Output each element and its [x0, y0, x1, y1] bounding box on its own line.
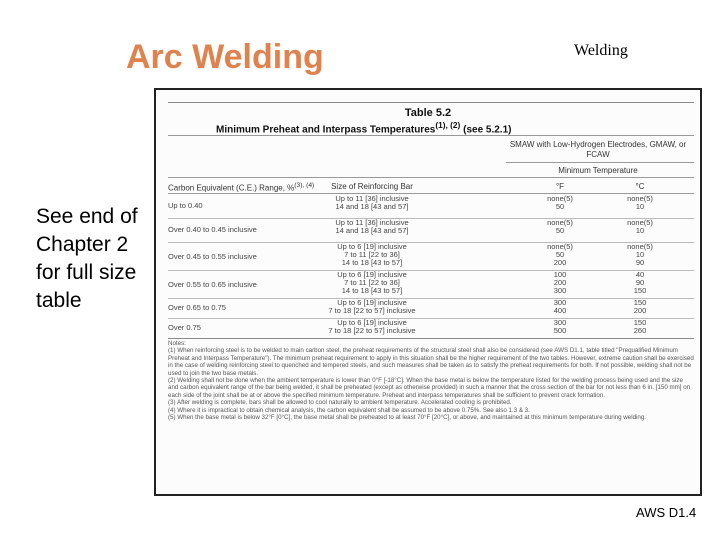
ce-range: Over 0.65 to 0.75	[168, 303, 226, 312]
temp-value: 100	[553, 270, 567, 279]
bar-size: 7 to 18 [22 to 57] inclusive	[328, 326, 416, 335]
temp-c	[610, 319, 670, 335]
temp-value: 10	[635, 226, 645, 235]
bar-size: 14 to 18 [43 to 57]	[341, 258, 403, 267]
bar-size: Up to 6 [19] inclusive	[337, 318, 407, 327]
temp-c	[610, 195, 670, 211]
process-header: SMAW with Low-Hydrogen Electrodes, GMAW, or FCAW	[509, 140, 687, 159]
bar-sizes	[302, 243, 442, 267]
temp-value: 50	[555, 202, 565, 211]
table-row	[168, 270, 694, 299]
temp-value: 300	[553, 318, 567, 327]
notes-title: Notes:	[168, 340, 186, 347]
ce-range: Over 0.55 to 0.65 inclusive	[168, 280, 257, 289]
ce-range: Over 0.45 to 0.55 inclusive	[168, 252, 257, 261]
bar-sizes	[302, 195, 442, 211]
table-notes	[168, 340, 694, 421]
temp-value: none(5)	[627, 242, 653, 251]
side-note: See end of Chapter 2 for full size table	[36, 205, 138, 312]
bar-size: 14 and 18 [43 and 57]	[335, 202, 409, 211]
temp-value: none(5)	[547, 242, 573, 251]
temp-value: 260	[633, 326, 647, 335]
slide-title: Arc Welding	[126, 38, 324, 76]
temp-value: 10	[635, 202, 645, 211]
note-item: (1) When reinforcing steel is to be welded to main carbon steel, the preheat requirements of the structural steel shall also be considered (see AWS D1.1, table titled "Prequalified Minimum Preheat and Interpass Temperature"). The minimum preheat requirement to apply in this situation shall be the higher requirement of the two tables. However, extreme caution shall be exercised in the case of welding reinforcing steel to quenched and tempered steels, and such measures shall be taken as to satisfy the preheat requirements for both. If not possible, welding shall not be used to join the two base metals.	[168, 347, 694, 377]
note-item: (5) When the base metal is below 32°F [0°C], the base metal shall be preheated to at least 70°F [20°C], or above, and maintained at this minimum temperature during welding.	[168, 414, 646, 422]
temp-value: 150	[633, 298, 647, 307]
top-rule	[168, 102, 694, 103]
table-image	[154, 88, 702, 496]
bar-size: 14 to 18 [43 to 57]	[341, 286, 403, 295]
table-row	[168, 242, 694, 271]
table-title-ref: (see 5.2.1)	[463, 124, 512, 136]
bar-sizes	[302, 219, 442, 235]
header-label: Welding	[574, 42, 628, 59]
bar-size: 7 to 11 [22 to 36]	[344, 250, 400, 259]
note-item: (3) After welding is complete, bars shall be allowed to cool naturally to ambient temperature. Accelerated cooling is prohibited.	[168, 399, 512, 407]
footer-label: AWS D1.4	[636, 505, 697, 520]
col-bar-header: Size of Reinforcing Bar	[331, 182, 413, 191]
bar-sizes	[302, 299, 442, 315]
temp-value: 10	[635, 250, 645, 259]
table-number: Table 5.2	[404, 107, 452, 119]
note-item: (4) Where it is impractical to obtain chemical analysis, the carbon equivalent shall be assumed to be above 0.75%. See also 1.3 & 3.	[168, 406, 530, 414]
temp-value: 300	[553, 298, 567, 307]
temp-value: none(5)	[627, 194, 653, 203]
header-rule	[168, 135, 694, 136]
temp-f	[530, 271, 590, 295]
col-ce-header	[168, 182, 314, 193]
temp-value: none(5)	[627, 218, 653, 227]
temp-value: 50	[555, 250, 565, 259]
temp-c	[610, 243, 670, 267]
bar-sizes	[302, 319, 442, 335]
temp-value: 500	[553, 326, 567, 335]
table-title-sup: (1), (2)	[435, 120, 461, 130]
table-title	[216, 120, 511, 135]
min-temp-header: Minimum Temperature	[558, 166, 638, 175]
bar-size: Up to 11 [36] inclusive	[335, 194, 409, 203]
temp-value: 400	[553, 306, 567, 315]
table-row	[168, 218, 694, 243]
temp-f	[530, 195, 590, 211]
temp-value: 90	[635, 278, 645, 287]
table-row	[168, 318, 694, 339]
col-ce-sup: (3), (4)	[294, 182, 315, 189]
temp-value: 40	[635, 270, 645, 279]
subheader-rule	[168, 177, 694, 178]
col-c-header: °C	[635, 182, 645, 191]
temp-value: none(5)	[547, 194, 573, 203]
temp-value: 200	[633, 306, 647, 315]
temp-value: 150	[633, 286, 647, 295]
bar-size: Up to 6 [19] inclusive	[337, 242, 407, 251]
temp-c	[610, 299, 670, 315]
bar-size: Up to 11 [36] inclusive	[335, 218, 409, 227]
process-rule	[506, 162, 694, 163]
temp-c	[610, 219, 670, 235]
temp-value: 300	[553, 286, 567, 295]
note-item: (2) Welding shall not be done when the ambient temperature is lower than 0°F [-18°C]. When the base metal is below the temperature listed for the welding process being used and the size and carbon equivalent range of the bar being welded, it shall be preheated (except as otherwise provided) in such a manner that the cross section of the bar for not less than 6 in. [150 mm] on each side of the joint shall be at or above the specified minimum temperature. Preheat and interpass temperatures shall be sufficient to prevent crack formation.	[168, 377, 691, 399]
ce-range: Over 0.75	[168, 323, 201, 332]
ce-range: Over 0.40 to 0.45 inclusive	[168, 225, 257, 234]
temp-value: 200	[553, 278, 567, 287]
bar-size: Up to 6 [19] inclusive	[337, 270, 407, 279]
bar-size: 7 to 11 [22 to 36]	[344, 278, 400, 287]
ce-range: Up to 0.40	[168, 201, 203, 210]
table-row	[168, 194, 694, 219]
temp-f	[530, 319, 590, 335]
bar-size: Up to 6 [19] inclusive	[337, 298, 407, 307]
temp-c	[610, 271, 670, 295]
temp-f	[530, 243, 590, 267]
col-f-header: °F	[555, 182, 565, 191]
temp-value: 90	[635, 258, 645, 267]
bar-sizes	[302, 271, 442, 295]
temp-value: 150	[633, 318, 647, 327]
temp-value: 200	[553, 258, 567, 267]
temp-value: none(5)	[547, 218, 573, 227]
table-title-text: Minimum Preheat and Interpass Temperatures	[216, 124, 436, 136]
temp-f	[530, 219, 590, 235]
col-ce-text: Carbon Equivalent (C.E.) Range, %	[168, 183, 295, 193]
bar-size: 7 to 18 [22 to 57] inclusive	[328, 306, 416, 315]
temp-f	[530, 299, 590, 315]
table-row	[168, 298, 694, 319]
bar-size: 14 and 18 [43 and 57]	[335, 226, 409, 235]
temp-value: 50	[555, 226, 565, 235]
